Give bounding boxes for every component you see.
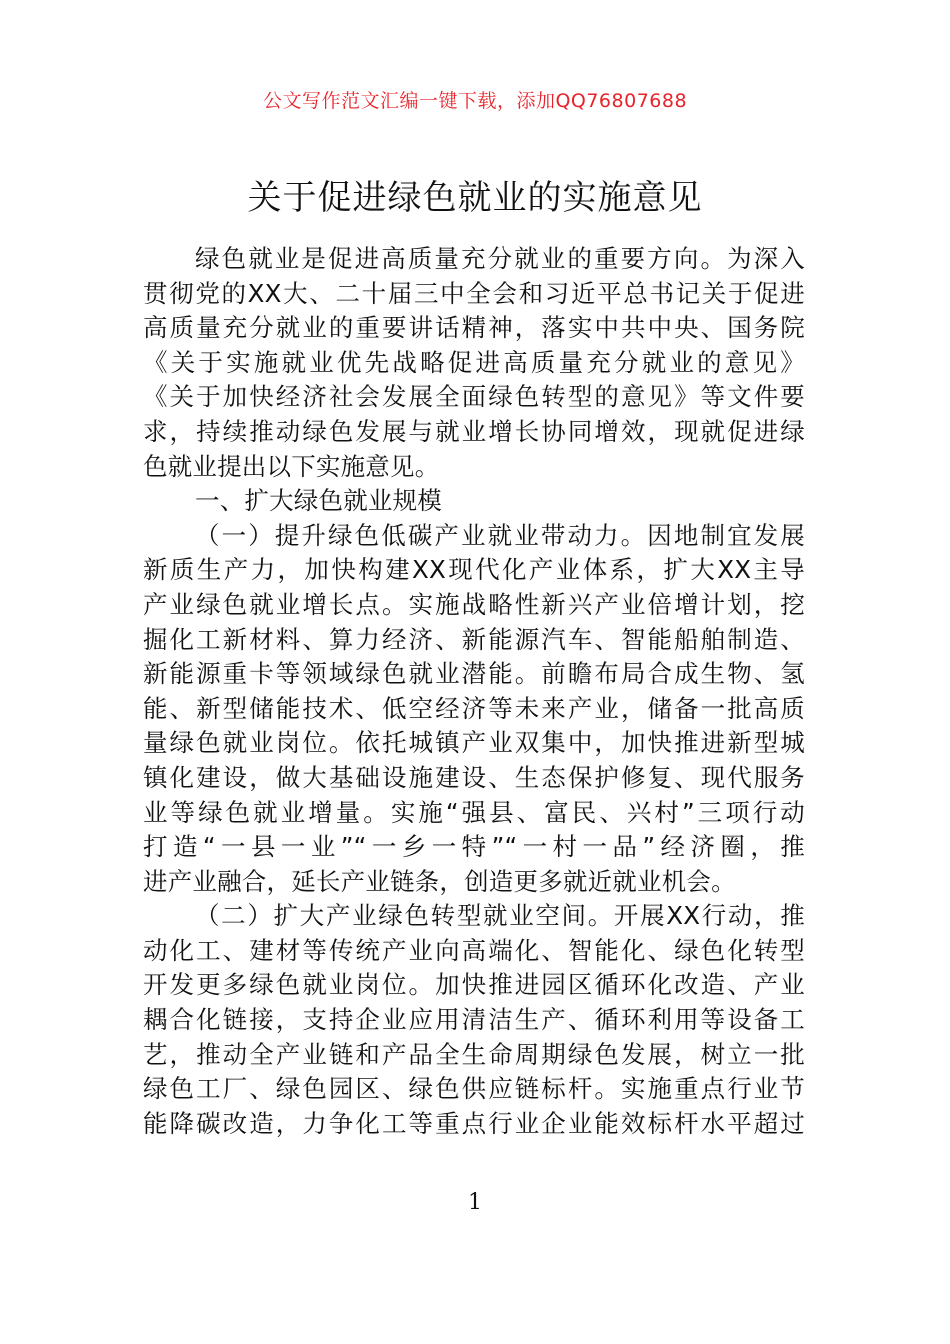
body-line: 动化工、建材等传统产业向高端化、智能化、绿色化转型: [143, 935, 805, 965]
body-line: 能降碳改造，力争化工等重点行业企业能效标杆水平超过: [143, 1108, 805, 1138]
body-line: 《关于实施就业优先战略促进高质量充分就业的意见》: [143, 347, 805, 377]
body-line: 新质生产力，加快构建XX现代化产业体系，扩大XX主导: [143, 555, 805, 585]
body-line: 开发更多绿色就业岗位。加快推进园区循环化改造、产业: [143, 970, 805, 1000]
document-body: [143, 242, 805, 1141]
body-line: 艺，推动全产业链和产品全生命周期绿色发展，树立一批: [143, 1039, 805, 1069]
body-line: 新能源重卡等领域绿色就业潜能。前瞻布局合成生物、氢: [143, 659, 805, 689]
body-line: 贯彻党的XX大、二十届三中全会和习近平总书记关于促进: [143, 278, 805, 308]
body-line: 能、新型储能技术、低空经济等未来产业，储备一批高质: [143, 693, 805, 723]
body-line: 打造“一县一业”“一乡一特”“一村一品”经济圈，推: [143, 832, 805, 862]
body-line: 业等绿色就业增量。实施“强县、富民、兴村”三项行动: [143, 797, 805, 827]
section-heading: 一、扩大绿色就业规模: [195, 486, 442, 516]
body-line: 镇化建设，做大基础设施建设、生态保护修复、现代服务: [143, 762, 805, 792]
body-line: 掘化工新材料、算力经济、新能源汽车、智能船舶制造、: [143, 624, 805, 654]
page-number: 1: [468, 1190, 482, 1215]
header-download-note: 公文写作范文汇编一键下载，添加QQ76807688: [262, 90, 688, 112]
body-line: 《关于加快经济社会发展全面绿色转型的意见》等文件要: [143, 382, 805, 412]
body-line: 高质量充分就业的重要讲话精神，落实中共中央、国务院: [143, 313, 805, 343]
body-line: 绿色工厂、绿色园区、绿色供应链标杆。实施重点行业节: [143, 1074, 805, 1104]
body-line: 绿色就业是促进高质量充分就业的重要方向。为深入: [195, 244, 805, 273]
body-line: 耦合化链接，支持企业应用清洁生产、循环利用等设备工: [143, 1005, 805, 1035]
body-line: 色就业提出以下实施意见。: [143, 451, 440, 481]
body-line: 求，持续推动绿色发展与就业增长协同增效，现就促进绿: [143, 416, 805, 446]
subsection-line: （一）提升绿色低碳产业就业带动力。因地制宜发展: [195, 520, 805, 550]
subsection-line: （二）扩大产业绿色转型就业空间。开展XX行动，推: [195, 901, 805, 931]
body-line: 进产业融合，延长产业链条，创造更多就近就业机会。: [143, 866, 736, 896]
body-line: 量绿色就业岗位。依托城镇产业双集中，加快推进新型城: [143, 728, 805, 758]
document-title: 关于促进绿色就业的实施意见: [247, 178, 703, 218]
body-line: 产业绿色就业增长点。实施战略性新兴产业倍增计划，挖: [143, 589, 805, 619]
